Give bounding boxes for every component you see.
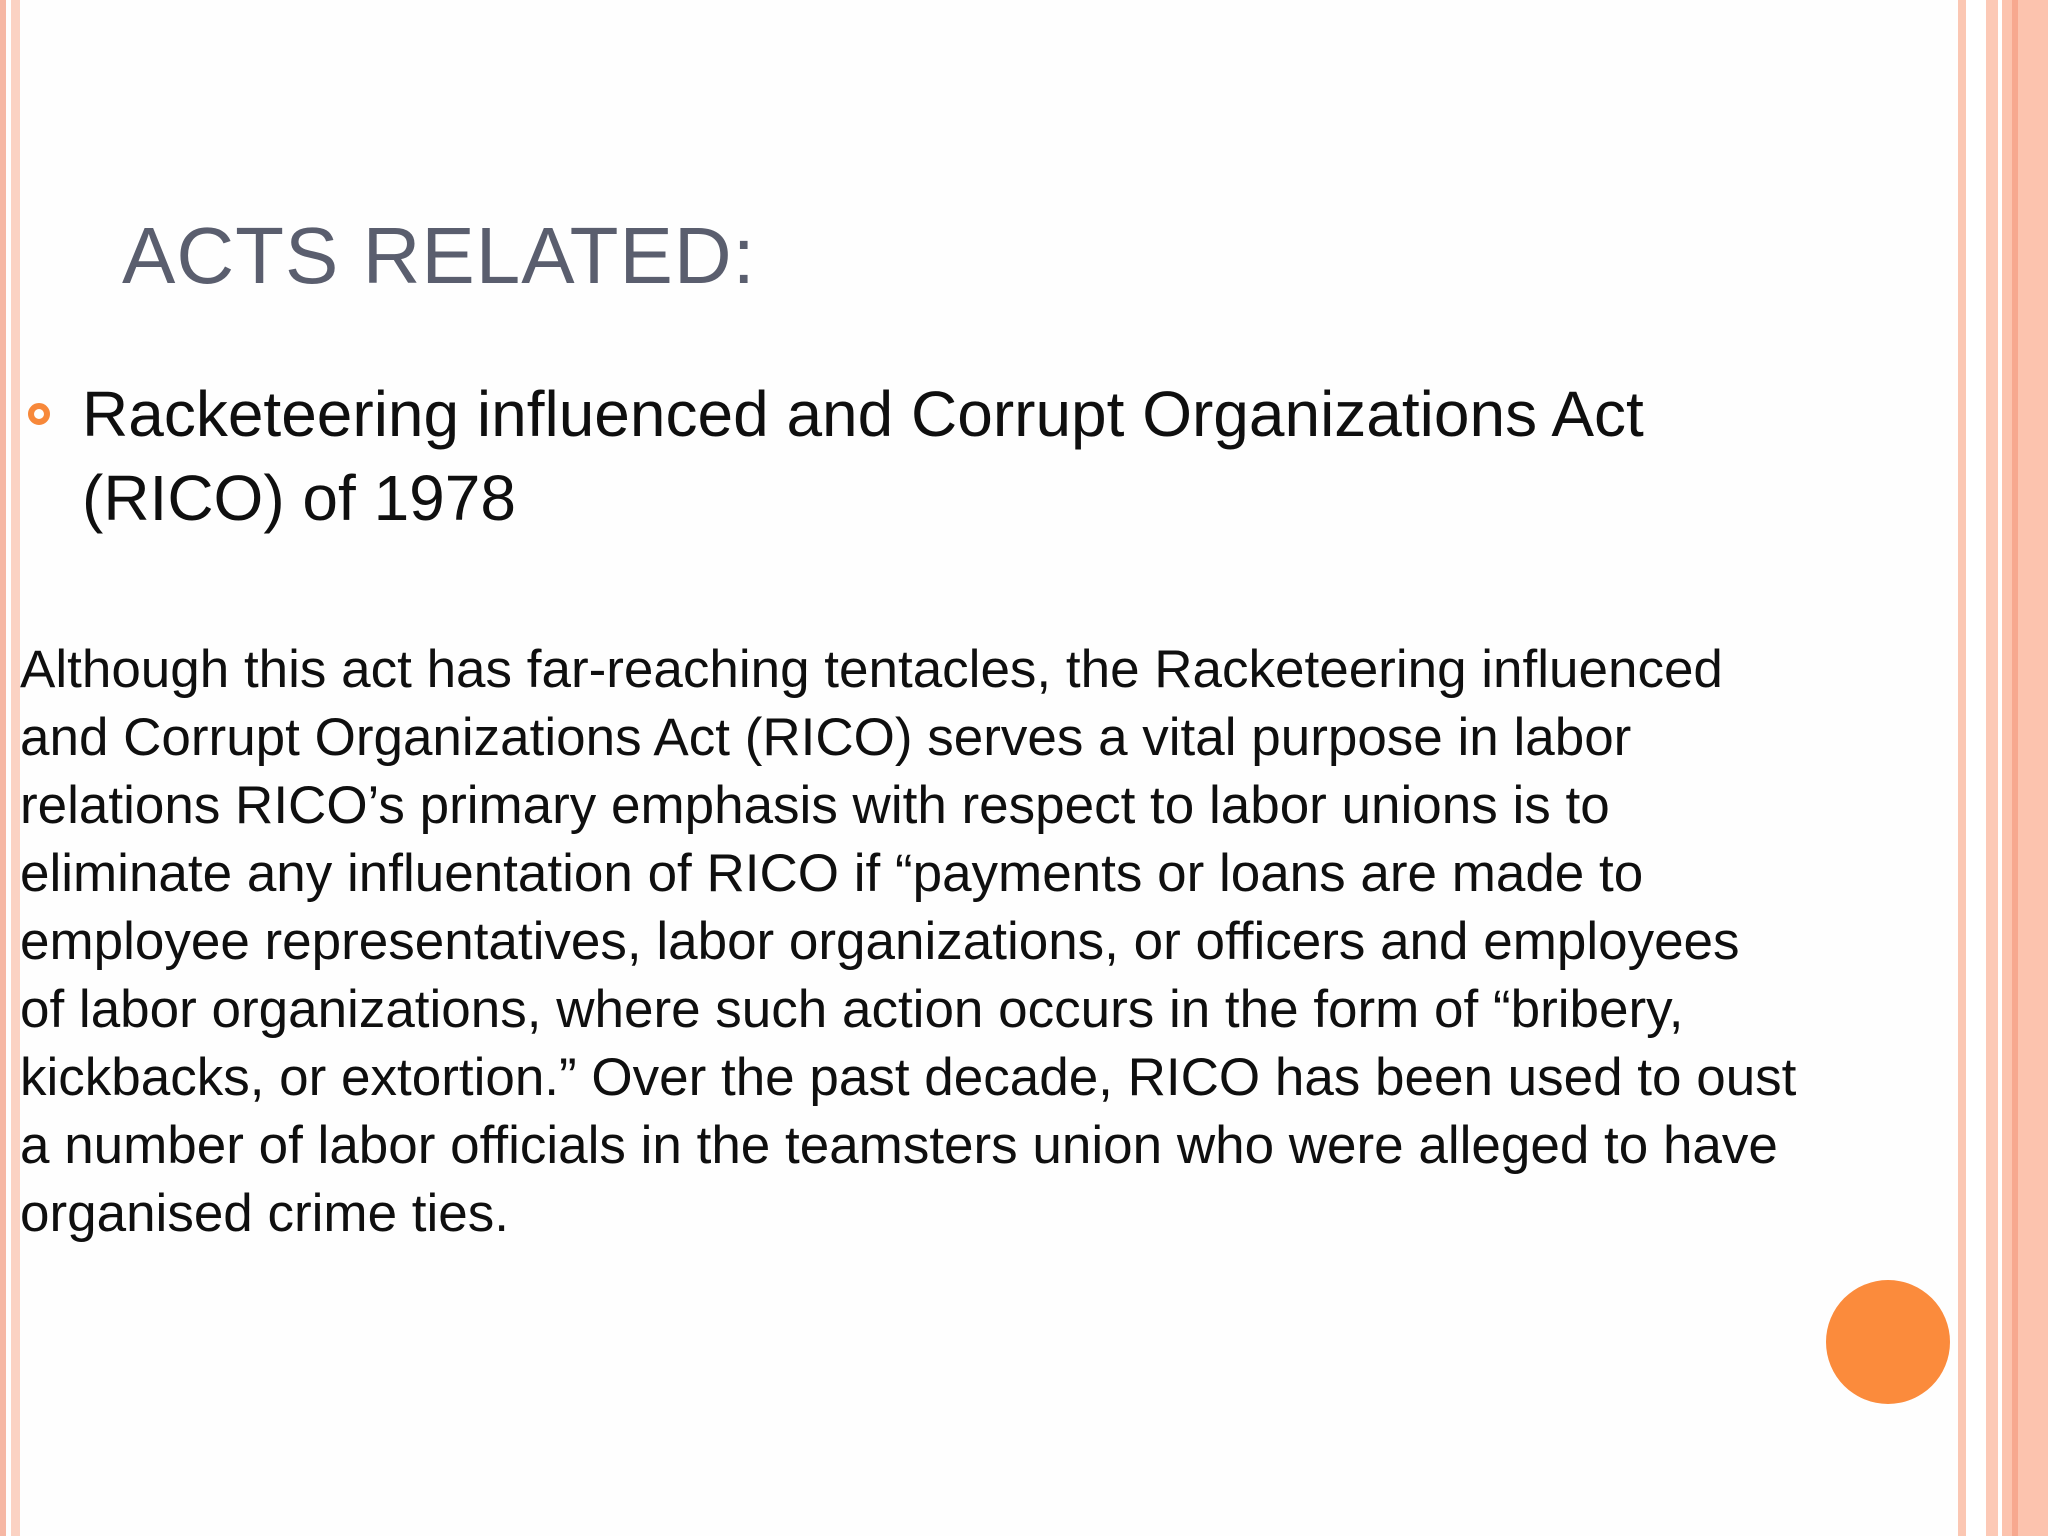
body-line: organised crime ties. [20, 1184, 509, 1243]
decorative-circle-icon [1826, 1280, 1950, 1404]
bullet-line-2: (RICO) of 1978 [82, 462, 516, 534]
bullet-item [82, 372, 1902, 540]
body-paragraph [20, 636, 1950, 1248]
body-line: of labor organizations, where such action occurs in the form of “bribery, [20, 980, 1684, 1039]
right-border-stripe [2002, 0, 2048, 1536]
body-line: kickbacks, or extortion.” Over the past decade, RICO has been used to oust [20, 1048, 1797, 1107]
body-line: a number of labor officials in the teamsters union who were alleged to have [20, 1116, 1778, 1175]
slide-title: ACTS RELATED: [122, 211, 756, 300]
body-line: and Corrupt Organizations Act (RICO) serves a vital purpose in labor [20, 708, 1632, 767]
body-line: employee representatives, labor organizations, or officers and employees [20, 912, 1740, 971]
right-border-gap [1966, 0, 1986, 1536]
bullet-line-1: Racketeering influenced and Corrupt Organizations Act [82, 378, 1644, 450]
body-line: Although this act has far-reaching tentacles, the Racketeering influenced [20, 640, 1723, 699]
left-border-stripe [11, 0, 20, 1536]
body-line: relations RICO’s primary emphasis with respect to labor unions is to [20, 776, 1610, 835]
body-line: eliminate any influentation of RICO if “payments or loans are made to [20, 844, 1644, 903]
right-border-stripe [1986, 0, 1998, 1536]
bullet-circle-icon [28, 403, 50, 425]
right-border-stripe [1958, 0, 1966, 1536]
left-border-stripe [0, 0, 6, 1536]
